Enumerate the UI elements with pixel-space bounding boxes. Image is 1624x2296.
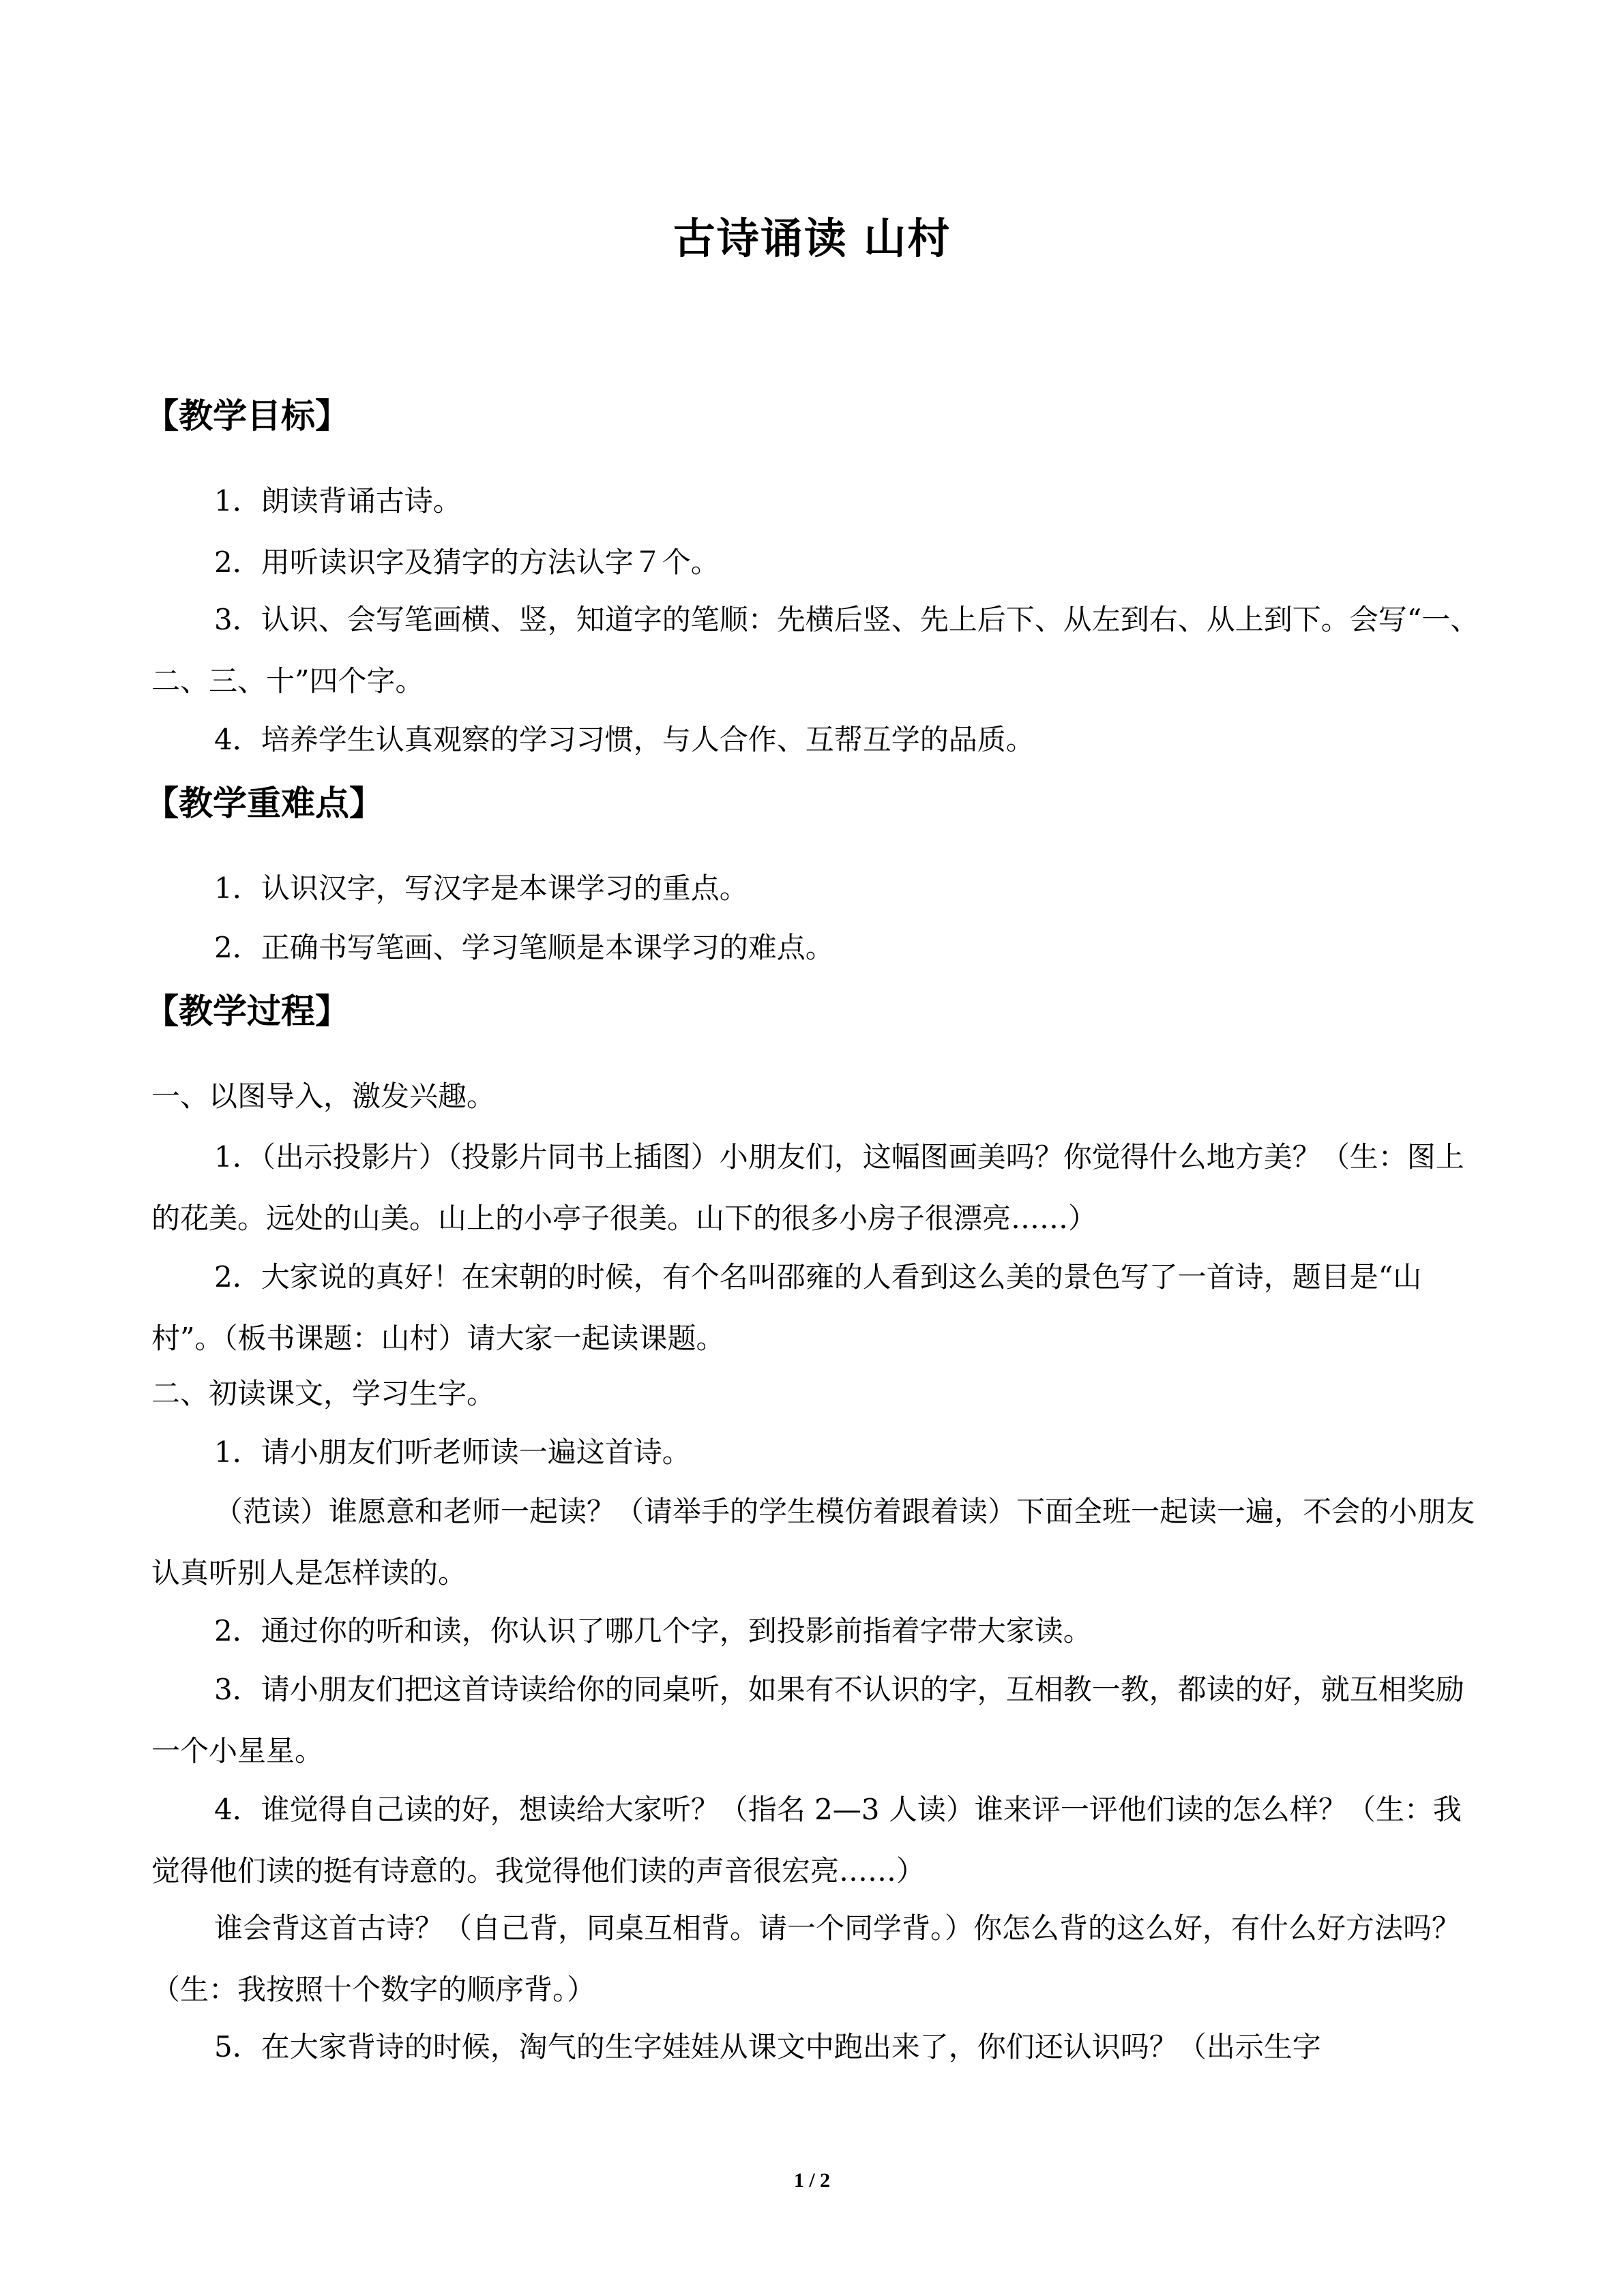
key-point-item: 2．正确书写笔画、学习笔顺是本课学习的难点。 — [214, 931, 834, 964]
goal-item: 2．用听读识字及猜字的方法认字７个。 — [214, 546, 720, 579]
process-item: （范读）谁愿意和老师一起读？（请举手的学生模仿着跟着读）下面全班一起读一遍，不会的小朋友认真听别人是怎样读的。 — [151, 1495, 1475, 1590]
process-item: 谁会背这首古诗？（自己背，同桌互相背。请一个同学背。）你怎么背的这么好，有什么好方法吗？（生：我按照十个数字的顺序背。） — [151, 1911, 1461, 2006]
goal-item: 4．培养学生认真观察的学习习惯，与人合作、互帮互学的品质。 — [214, 723, 1035, 756]
process-item: 5．在大家背诗的时候，淘气的生字娃娃从课文中跑出来了，你们还认识吗？（出示生字 — [214, 2030, 1321, 2063]
page-number: 1 / 2 — [793, 2169, 831, 2192]
process-item: 3．请小朋友们把这首诗读给你的同桌听，如果有不认识的字，互相教一教，都读的好，就互相奖励一个小星星。 — [151, 1673, 1464, 1768]
goal-item: 3．认识、会写笔画横、竖，知道字的笔顺：先横后竖、先上后下、从左到右、从上到下。会写“一、二、三、十”四个字。 — [151, 603, 1479, 698]
key-point-item: 1．认识汉字，写汉字是本课学习的重点。 — [214, 871, 748, 905]
section-heading-process: 【教学过程】 — [145, 992, 349, 1031]
document-title: 古诗诵读 山村 — [673, 213, 951, 263]
process-item: 4．谁觉得自己读的好，想读给大家听？（指名 2—3 人读）谁来评一评他们读的怎么样？（生：我觉得他们读的挺有诗意的。我觉得他们读的声音很宏亮……） — [151, 1793, 1462, 1888]
process-step-heading: 一、以图导入，激发兴趣。 — [151, 1079, 496, 1113]
section-heading-key-points: 【教学重难点】 — [145, 784, 383, 823]
goal-item: 1．朗读背诵古诗。 — [214, 484, 462, 518]
section-heading-goals: 【教学目标】 — [145, 396, 349, 436]
process-step-heading: 二、初读课文，学习生字。 — [151, 1377, 496, 1410]
process-item: 1．（出示投影片）（投影片同书上插图）小朋友们，这幅图画美吗？你觉得什么地方美？（生：图上的花美。远处的山美。山上的小亭子很美。山下的很多小房子很漂亮……） — [151, 1140, 1464, 1235]
process-item: 2．通过你的听和读，你认识了哪几个字，到投影前指着字带大家读。 — [214, 1614, 1092, 1648]
process-item: 1．请小朋友们听老师读一遍这首诗。 — [214, 1435, 691, 1469]
process-item: 2．大家说的真好！在宋朝的时候，有个名叫邵雍的人看到这么美的景色写了一首诗，题目是“山村”。（板书课题：山村）请大家一起读课题。 — [151, 1260, 1422, 1355]
